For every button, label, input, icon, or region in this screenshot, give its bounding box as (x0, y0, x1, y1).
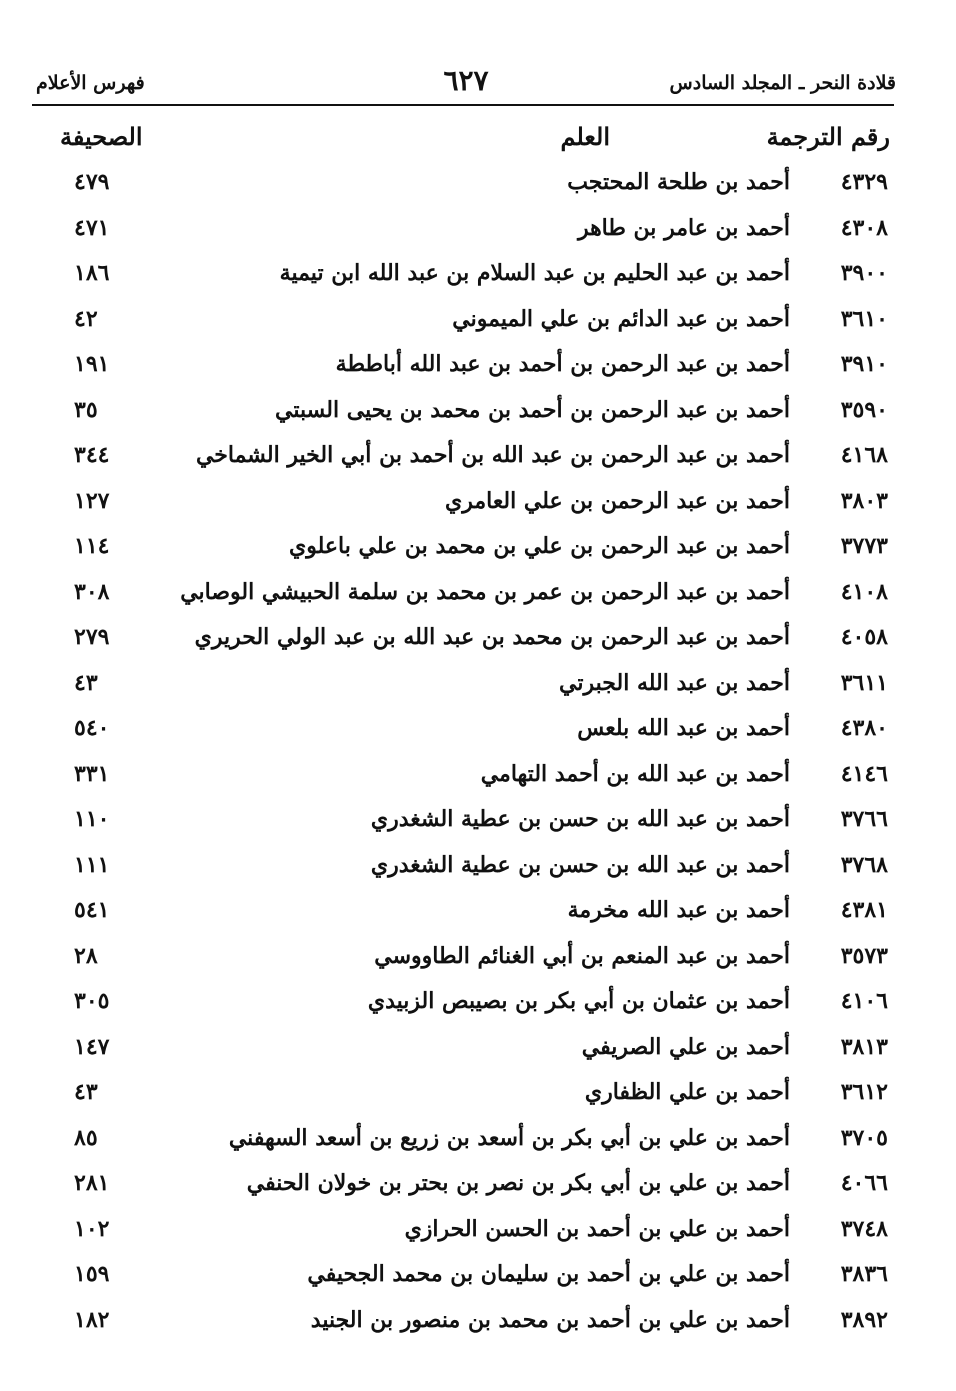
page-reference: ٤٣ (74, 1079, 98, 1105)
page-reference: ١٨٦ (74, 260, 110, 286)
index-entry (60, 482, 890, 528)
person-name: أحمد بن عامر بن طاهر (577, 214, 790, 241)
index-entry (60, 982, 890, 1028)
index-entry (60, 937, 890, 983)
index-entry (60, 1255, 890, 1301)
person-name: أحمد بن عبد المنعم بن أبي الغنائم الطاووسي (374, 942, 790, 969)
entry-number: ٣٧٧٣ (840, 533, 888, 559)
entry-number: ٣٧٦٦ (840, 806, 888, 832)
person-name: أحمد بن عبد الرحمن بن علي بن محمد بن علي باعلوي (289, 533, 790, 559)
page-reference: ٢٨١ (74, 1170, 110, 1196)
index-entry (60, 1028, 890, 1074)
page-reference: ١٨٢ (74, 1306, 110, 1333)
person-name: أحمد بن عبد الرحمن بن محمد بن عبد الله بن عبد الولي الحريري (194, 624, 790, 650)
entry-number: ٤١٠٨ (840, 578, 888, 605)
index-entry (60, 527, 890, 573)
page-reference: ١١١ (74, 851, 110, 878)
entry-number: ٣٦١٢ (840, 1079, 888, 1105)
entry-number: ٤٣٠٨ (840, 214, 888, 241)
index-entry (60, 1210, 890, 1256)
person-name: أحمد بن عبد الحليم بن عبد السلام بن عبد الله ابن تيمية (279, 260, 790, 286)
page-reference: ١٢٧ (74, 487, 110, 514)
entry-number-header: رقم الترجمة (766, 122, 890, 151)
entry-number: ٣٧٦٨ (840, 851, 888, 878)
person-name: أحمد بن عبد الرحمن بن عبد الله بن أحمد بن أبي الخير الشماخي (195, 442, 790, 468)
person-name: أحمد بن علي بن أحمد بن سليمان بن محمد الجحيفي (307, 1261, 790, 1287)
index-entry (60, 1164, 890, 1210)
index-entry (60, 846, 890, 892)
person-name: أحمد بن علي الظفاري (584, 1079, 790, 1105)
person-name: أحمد بن عبد الله الجبرتي (559, 669, 790, 696)
entry-number: ٣٦١١ (840, 669, 888, 696)
person-name: أحمد بن عبد الله بن حسن بن عطية الشغدري (370, 851, 790, 878)
page-reference: ٥٤٠ (74, 715, 110, 741)
person-name: أحمد بن عبد الله مخرمة (567, 897, 790, 923)
index-entry (60, 391, 890, 437)
page-reference: ٣٠٥ (74, 988, 110, 1014)
page-reference: ١٠٢ (74, 1215, 110, 1242)
entry-number: ٤٣٢٩ (840, 169, 888, 195)
index-entry (60, 254, 890, 300)
entry-number: ٣٨٣٦ (840, 1261, 888, 1287)
person-name: أحمد بن علي الصريفي (581, 1033, 790, 1060)
person-name: أحمد بن عبد الرحمن بن عمر بن محمد بن سلمة الحبيشي الوصابي (180, 578, 790, 605)
header-rule (32, 104, 894, 106)
entry-number: ٤٠٦٦ (840, 1170, 888, 1196)
entry-number: ٣٥٧٣ (840, 942, 888, 969)
page-reference: ١٥٩ (74, 1261, 110, 1287)
person-name: أحمد بن عبد الرحمن بن علي العامري (444, 487, 790, 514)
person-name: أحمد بن عبد الله بن حسن بن عطية الشغدري (370, 806, 790, 832)
page-header: الصحيفة (60, 122, 143, 151)
entry-number: ٣٨٠٣ (840, 487, 888, 514)
person-name: أحمد بن عبد الله بن أحمد التهامي (480, 760, 790, 787)
page-number: ٦٢٧ (443, 64, 489, 97)
person-name: أحمد بن عبد الرحمن بن أحمد بن عبد الله أباططة (335, 351, 790, 377)
entry-number: ٣٨٩٢ (840, 1306, 888, 1333)
page-reference: ٣٥ (74, 396, 98, 423)
entry-number: ٤١٠٦ (840, 988, 888, 1014)
page-reference: ٣٤٤ (74, 442, 110, 468)
person-name: أحمد بن علي بن أحمد بن الحسن الحرازي (404, 1215, 790, 1242)
person-name: أحمد بن علي بن أحمد بن محمد بن منصور بن الجنيد (310, 1306, 790, 1333)
entry-number: ٤١٤٦ (840, 760, 888, 787)
index-entry (60, 436, 890, 482)
page-reference: ٤٧٩ (74, 169, 110, 195)
entry-number: ٣٨١٣ (840, 1033, 888, 1060)
index-entry (60, 1301, 890, 1347)
name-header: العلم (560, 122, 610, 151)
person-name: أحمد بن عبد الدائم بن علي الميموني (452, 305, 790, 332)
page-reference: ٢٧٩ (74, 624, 110, 650)
index-entry (60, 755, 890, 801)
page-reference: ٣٠٨ (74, 578, 110, 605)
entry-number: ٤٠٥٨ (840, 624, 888, 650)
index-entry (60, 800, 890, 846)
entry-number: ٣٧٠٥ (840, 1124, 888, 1151)
person-name: أحمد بن علي بن أبي بكر بن أسعد بن زريع بن أسعد السهفني (228, 1124, 790, 1151)
index-entry (60, 209, 890, 255)
person-name: أحمد بن طلحة المحتجب (567, 169, 790, 195)
entry-number: ٣٩١٠ (840, 351, 888, 377)
index-entry (60, 1119, 890, 1165)
entry-number: ٣٩٠٠ (840, 260, 888, 286)
index-entry (60, 573, 890, 619)
person-name: أحمد بن عبد الرحمن بن أحمد بن محمد بن يحيى السبتي (275, 396, 790, 423)
entry-number: ٣٥٩٠ (840, 396, 888, 423)
index-entry (60, 618, 890, 664)
book-title: قلادة النحر ـ المجلد السادس (669, 72, 896, 94)
page-reference: ١١٠ (74, 806, 110, 832)
entry-number: ٤١٦٨ (840, 442, 888, 468)
page-reference: ٤٣ (74, 669, 98, 696)
page-reference: ٨٥ (74, 1124, 98, 1151)
entry-number: ٤٣٨١ (840, 897, 888, 923)
page-reference: ١٩١ (74, 351, 110, 377)
index-entry (60, 345, 890, 391)
person-name: أحمد بن عبد الله بلعس (577, 715, 790, 741)
person-name: أحمد بن علي بن أبي بكر بن نصر بن بحتر بن خولان الحنفي (246, 1170, 790, 1196)
page-reference: ٢٨ (74, 942, 98, 969)
running-head (36, 64, 896, 100)
page-reference: ٥٤١ (74, 897, 110, 923)
entry-number: ٣٦١٠ (840, 305, 888, 332)
page-reference: ٤٢ (74, 305, 98, 332)
index-entries (60, 163, 890, 1346)
index-entry (60, 664, 890, 710)
index-entry (60, 163, 890, 209)
entry-number: ٣٧٤٨ (840, 1215, 888, 1242)
entry-number: ٤٣٨٠ (840, 715, 888, 741)
index-entry (60, 891, 890, 937)
section-title: فهرس الأعلام (36, 72, 145, 94)
person-name: أحمد بن عثمان بن أبي بكر بن بصيبص الزبيدي (367, 988, 790, 1014)
page-reference: ١٤٧ (74, 1033, 110, 1060)
page-reference: ٤٧١ (74, 214, 110, 241)
index-entry (60, 300, 890, 346)
page-reference: ١١٤ (74, 533, 110, 559)
page-reference: ٣٣١ (74, 760, 110, 787)
column-headers (60, 118, 890, 158)
index-entry (60, 709, 890, 755)
index-entry (60, 1073, 890, 1119)
